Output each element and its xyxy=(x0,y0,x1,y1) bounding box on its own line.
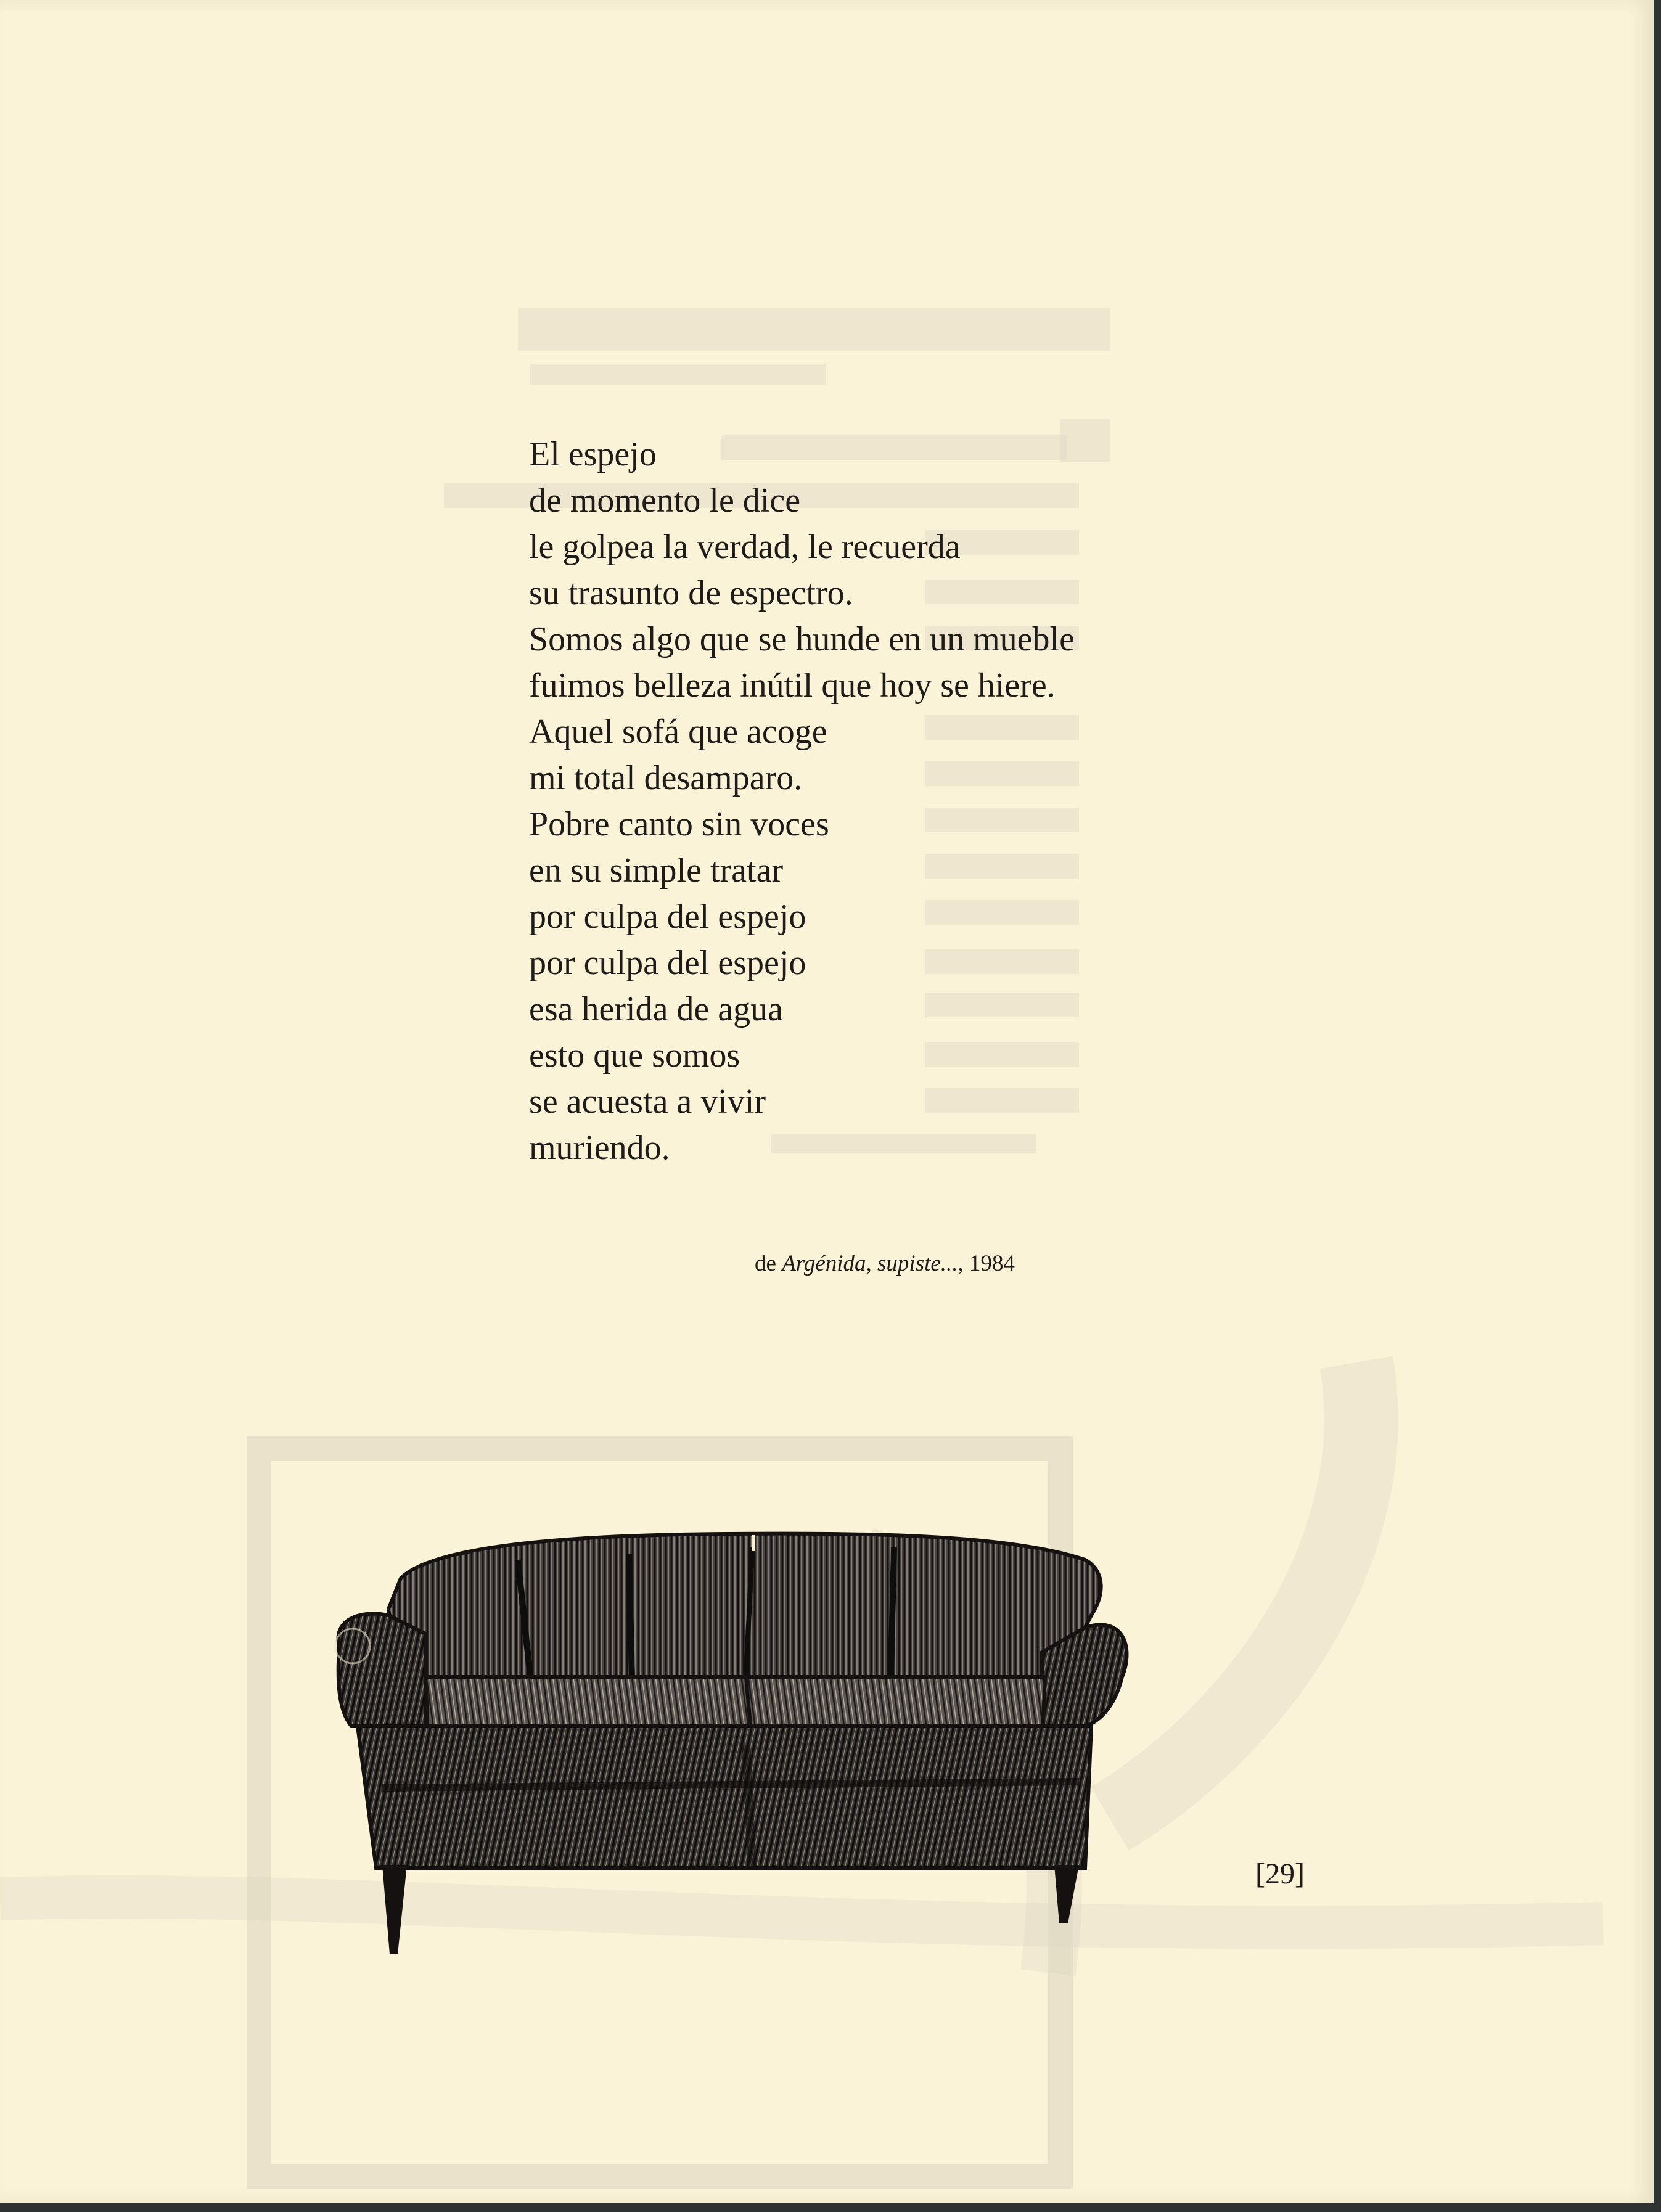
sofa-leg xyxy=(1054,1865,1079,1923)
poem-line: esto que somos xyxy=(529,1036,740,1075)
source-title: Argénida, supiste... xyxy=(782,1251,958,1276)
poem-line: por culpa del espejo xyxy=(529,944,806,982)
poem-line: su trasunto de espectro. xyxy=(529,574,853,612)
poem-line: en su simple tratar xyxy=(529,851,784,890)
sofa-leg xyxy=(382,1865,407,1954)
page-edge-shadow xyxy=(0,2203,1661,2212)
poem-line: mi total desamparo. xyxy=(529,759,803,797)
poem-line: esa herida de agua xyxy=(529,990,783,1028)
page-edge-shadow xyxy=(1654,0,1661,2212)
poem-line: muriendo. xyxy=(529,1129,670,1167)
sofa-left-arm xyxy=(338,1613,425,1726)
page-number: [29] xyxy=(1255,1858,1305,1890)
poem-line: por culpa del espejo xyxy=(529,898,806,936)
poem xyxy=(529,432,1392,1171)
poem-line: fuimos belleza inútil que hoy se hiere. xyxy=(529,666,1056,705)
poem-line: Pobre canto sin voces xyxy=(529,805,829,843)
sofa-front xyxy=(358,1726,1091,1868)
poem-line: Somos algo que se hunde en un mueble xyxy=(529,620,1075,658)
source-prefix: de xyxy=(755,1251,782,1276)
poem-line: Aquel sofá que acoge xyxy=(529,713,827,751)
source-citation xyxy=(755,1245,1015,1282)
source-suffix: , 1984 xyxy=(958,1251,1015,1276)
poem-line: se acuesta a vivir xyxy=(529,1083,766,1121)
poem-line: El espejo xyxy=(529,435,657,473)
sofa-illustration xyxy=(321,1523,1134,1967)
poem-line: le golpea la verdad, le recuerda xyxy=(529,528,961,566)
poem-line: de momento le dice xyxy=(529,481,801,520)
